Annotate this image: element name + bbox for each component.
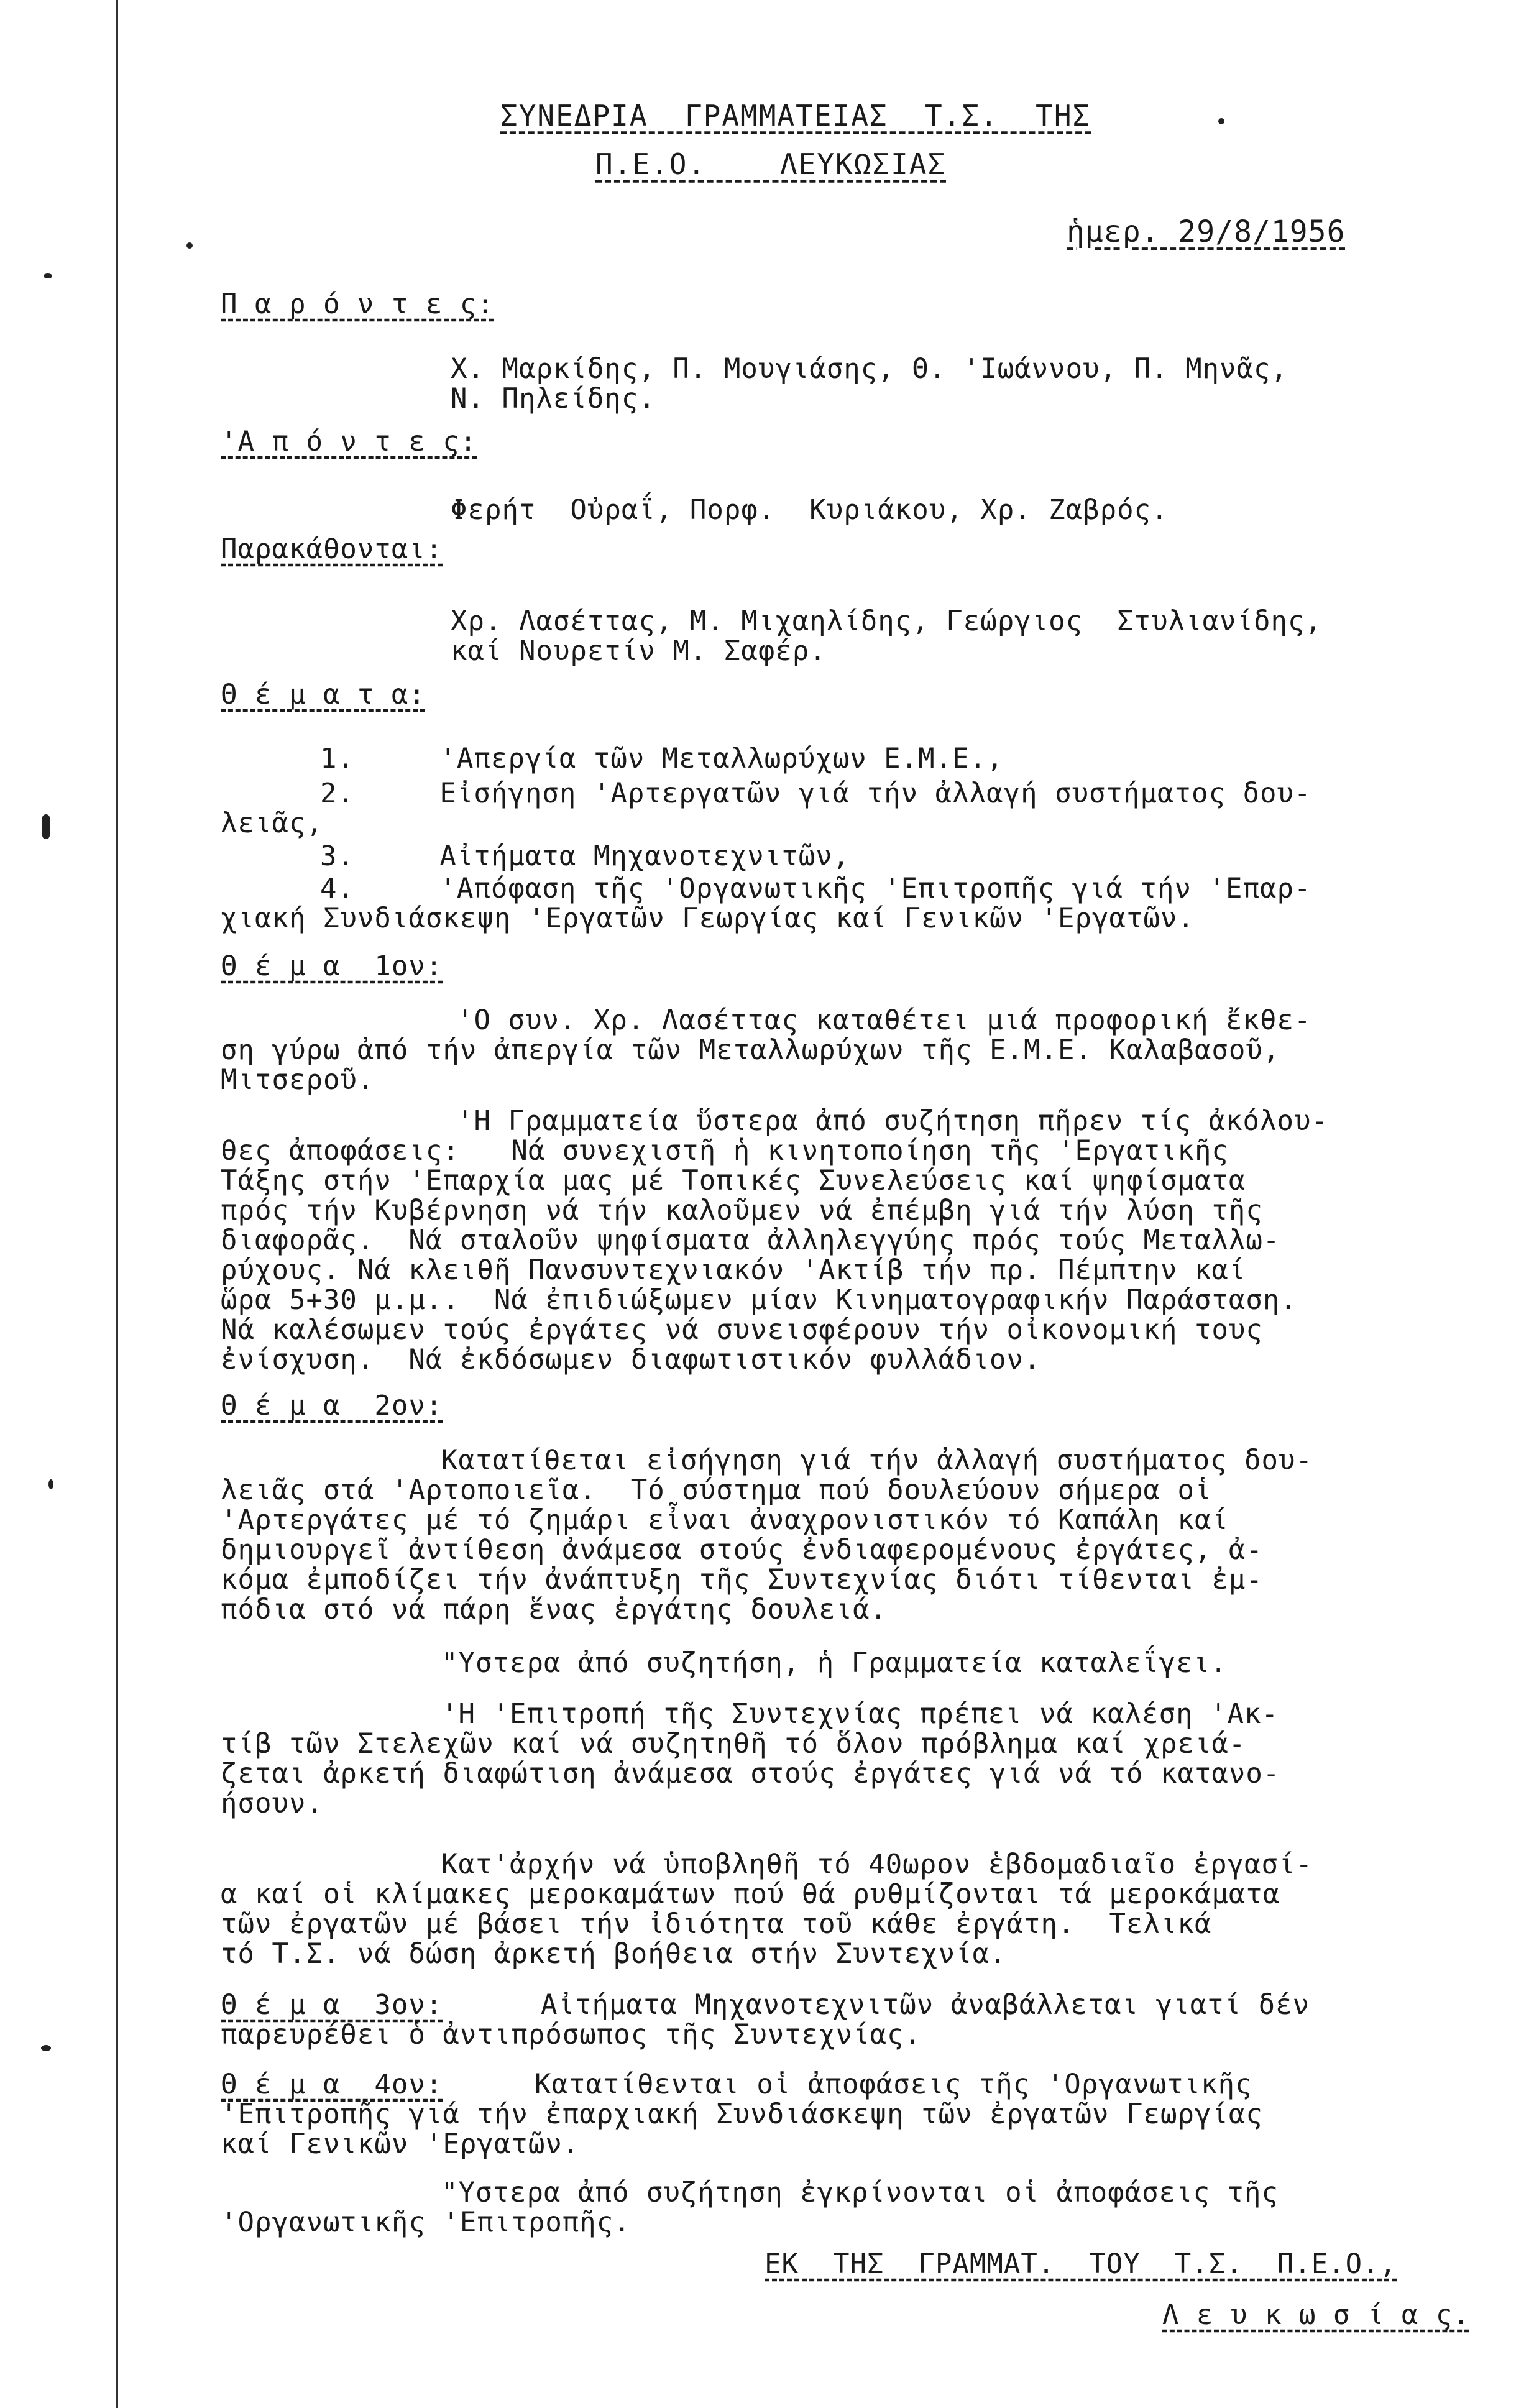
absent-names: Φερήτ Οὐραΐ, Πορφ. Κυριάκου, Χρ. Ζαβρός. — [451, 494, 1169, 526]
signature-line1: ΕΚ ΤΗΣ ΓΡΑΜΜΑΤ. ΤΟΥ Τ.Σ. Π.Ε.Ο., — [765, 2248, 1397, 2280]
topic2-text: Κατατίθεται εἰσήγηση γιά τήν ἀλλαγή συστήματος δου- — [441, 1445, 1313, 1476]
topic1-decision-text: 'Η Γραμματεία ὕστερα ἀπό συζήτηση πῆρεν τίς ἀκόλου- — [457, 1105, 1329, 1137]
present-label: Π α ρ ό ν τ ε ς: — [221, 288, 494, 320]
scan-speck — [186, 242, 193, 249]
document-title-line2: Π.Ε.Ο. ΛΕΥΚΩΣΙΑΣ — [595, 147, 947, 181]
topic2-text: λειᾶς στά 'Αρτοποιεῖα. Τό σύστημα πού δουλεύουν σήμερα οἱ — [221, 1474, 1212, 1506]
document-title-line1: ΣΥΝΕΔΡΙΑ ΓΡΑΜΜΑΤΕΙΑΣ Τ.Σ. ΤΗΣ — [500, 99, 1091, 132]
present-names-line2: Ν. Πηλείδης. — [451, 383, 656, 415]
topic4-text: "Υστερα ἀπό συζήτηση ἐγκρίνονται οἱ ἀποφάσεις τῆς — [441, 2177, 1279, 2208]
topic2-text: τίβ τῶν Στελεχῶν καί νά συζητηθῆ τό ὅλον πρόβλημα καί χρειά- — [221, 1728, 1246, 1760]
attending-label: Παρακάθονται: — [221, 533, 443, 565]
topic1-decision-text: διαφορᾶς. Νά σταλοῦν ψηφίσματα ἀλληλεγγύης πρός τούς Μεταλλω- — [221, 1225, 1280, 1256]
topic2-text: 'Αρτεργάτες μέ τό ζημάρι εἶναι ἀναχρονιστικόν τό Καπάλη καί — [221, 1504, 1229, 1536]
topic4-label: Θ έ μ α 4ον: — [221, 2069, 443, 2100]
topic1-text: ση γύρω ἀπό τήν ἀπεργία τῶν Μεταλλωρύχων τῆς Ε.Μ.Ε. Καλαβασοῦ, — [221, 1034, 1280, 1066]
topic1-decision-text: Τάξης στήν 'Επαρχία μας μέ Τοπικές Συνελεύσεις καί ψηφίσματα — [221, 1165, 1246, 1197]
scan-speck — [41, 2045, 51, 2051]
topic3-label: Θ έ μ α 3ον: — [221, 1989, 443, 2021]
topic2-text: 'Η 'Επιτροπή τῆς Συντεχνίας πρέπει νά καλέση 'Ακ- — [441, 1698, 1279, 1730]
meeting-date: ἡμερ. 29/8/1956 — [1067, 214, 1346, 249]
topic2-text: "Υστερα ἀπό συζητήση, ἡ Γραμματεία καταλεΐγει. — [441, 1647, 1228, 1679]
absent-label: 'Α π ό ν τ ε ς: — [221, 426, 477, 457]
topic2-text: ήσουν. — [221, 1788, 323, 1819]
topics-item-3: 3. Αἰτήματα Μηχανοτεχνιτῶν, — [320, 840, 850, 872]
topic2-text: τῶν ἐργατῶν μέ βάσει τήν ἰδιότητα τοῦ κάθε ἐργάτη. Τελικά — [221, 1908, 1212, 1940]
topics-item-4: 4. 'Απόφαση τῆς 'Οργανωτικῆς 'Επιτροπῆς γιά τήν 'Επαρ- — [320, 873, 1311, 904]
topic2-text: α καί οἱ κλίμακες μεροκαμάτων πού θά ρυθμίζονται τά μεροκάματα — [221, 1878, 1280, 1910]
attending-names-line1: Χρ. Λασέττας, Μ. Μιχαηλίδης, Γεώργιος Στυλιανίδης, — [451, 605, 1323, 637]
topic2-text: δημιουργεῖ ἀντίθεση ἀνάμεσα στούς ἐνδιαφερομένους ἐργάτες, ἀ- — [221, 1534, 1263, 1566]
attending-names-line2: καί Νουρετίν Μ. Σαφέρ. — [451, 635, 827, 667]
topic2-label: Θ έ μ α 2ον: — [221, 1390, 443, 1422]
topic2-text: κόμα ἐμποδίζει τήν ἀνάπτυξη τῆς Συντεχνίας διότι τίθενται ἐμ- — [221, 1564, 1263, 1596]
topic1-decision-text: ἐνίσχυση. Νά ἐκδόσωμεν διαφωτιστικόν φυλλάδιον. — [221, 1344, 1041, 1376]
scan-speck — [42, 814, 50, 839]
topic2-text: πόδια στό νά πάρη ἕνας ἐργάτης δουλειά. — [221, 1594, 888, 1625]
topics-item-2-cont: λειᾶς, — [221, 807, 323, 839]
signature-line2: Λ ε υ κ ω σ ί α ς. — [1162, 2299, 1470, 2331]
topic4-text: 'Οργανωτικῆς 'Επιτροπῆς. — [221, 2207, 631, 2238]
topic1-decision-text: ὥρα 5+30 μ.μ.. Νά ἐπιδιώξωμεν μίαν Κινηματογραφικήν Παράσταση. — [221, 1284, 1297, 1316]
topic3-text: Αἰτήματα Μηχανοτεχνιτῶν ἀναβάλλεται γιατί δέν — [541, 1989, 1310, 2021]
present-names-line1: Χ. Μαρκίδης, Π. Μουγιάσης, Θ. 'Ιωάννου, Π. Μηνᾶς, — [451, 353, 1288, 385]
topic2-text: τό Τ.Σ. νά δώση ἀρκετή βοήθεια στήν Συντεχνία. — [221, 1938, 1007, 1970]
topic2-text: Κατ'ἀρχήν νά ὑποβληθῆ τό 40ωρον ἑβδομαδιαῖο ἐργασί- — [441, 1849, 1313, 1880]
scan-speck — [48, 1479, 53, 1489]
topic1-decision-text: πρός τήν Κυβέρνηση νά τήν καλοῦμεν νά ἐπέμβη γιά τήν λύση τῆς — [221, 1195, 1263, 1226]
topic4-text: Κατατίθενται οἱ ἀποφάσεις τῆς 'Οργανωτικῆς — [535, 2069, 1252, 2100]
topic1-decision-text: θες ἀποφάσεις: Νά συνεχιστῆ ἡ κινητοποίηση τῆς 'Εργατικῆς — [221, 1135, 1229, 1167]
topic1-label: Θ έ μ α 1ον: — [221, 950, 443, 982]
topic2-text: ζεται ἀρκετή διαφώτιση ἀνάμεσα στούς ἐργάτες γιά νά τό κατανο- — [221, 1758, 1280, 1790]
topic1-text: Μιτσεροῦ. — [221, 1064, 375, 1096]
topic3-text: παρευρέθει ὁ ἀντιπρόσωπος τῆς Συντεχνίας. — [221, 2019, 922, 2051]
topics-item-1: 1. 'Απεργία τῶν Μεταλλωρύχων Ε.Μ.Ε., — [320, 743, 1004, 774]
topic1-decision-text: ρύχους. Νά κλειθῆ Πανσυντεχνιακόν 'Ακτίβ τήν πρ. Πέμπτην καί — [221, 1254, 1246, 1286]
topics-label: Θ έ μ α τ α: — [221, 679, 426, 710]
scan-speck — [44, 273, 52, 278]
topics-item-4-cont: χιακή Συνδιάσκεψη 'Εργατῶν Γεωργίας καί Γενικῶν 'Εργατῶν. — [221, 903, 1195, 934]
topic1-text: 'Ο συν. Χρ. Λασέττας καταθέτει μιά προφορική ἔκθε- — [457, 1004, 1311, 1036]
topic4-text: καί Γενικῶν 'Εργατῶν. — [221, 2128, 580, 2160]
topic1-decision-text: Νά καλέσωμεν τούς ἐργάτες νά συνεισφέρουν τήν οἰκονομική τους — [221, 1314, 1263, 1346]
left-margin-line — [116, 0, 118, 2408]
topic4-text: 'Επιτροπῆς γιά τήν ἐπαρχιακή Συνδιάσκεψη τῶν ἐργατῶν Γεωργίας — [221, 2098, 1263, 2130]
scan-speck — [1218, 118, 1224, 124]
topics-item-2: 2. Εἰσήγηση 'Αρτεργατῶν γιά τήν ἀλλαγή συστήματος δου- — [320, 778, 1311, 809]
